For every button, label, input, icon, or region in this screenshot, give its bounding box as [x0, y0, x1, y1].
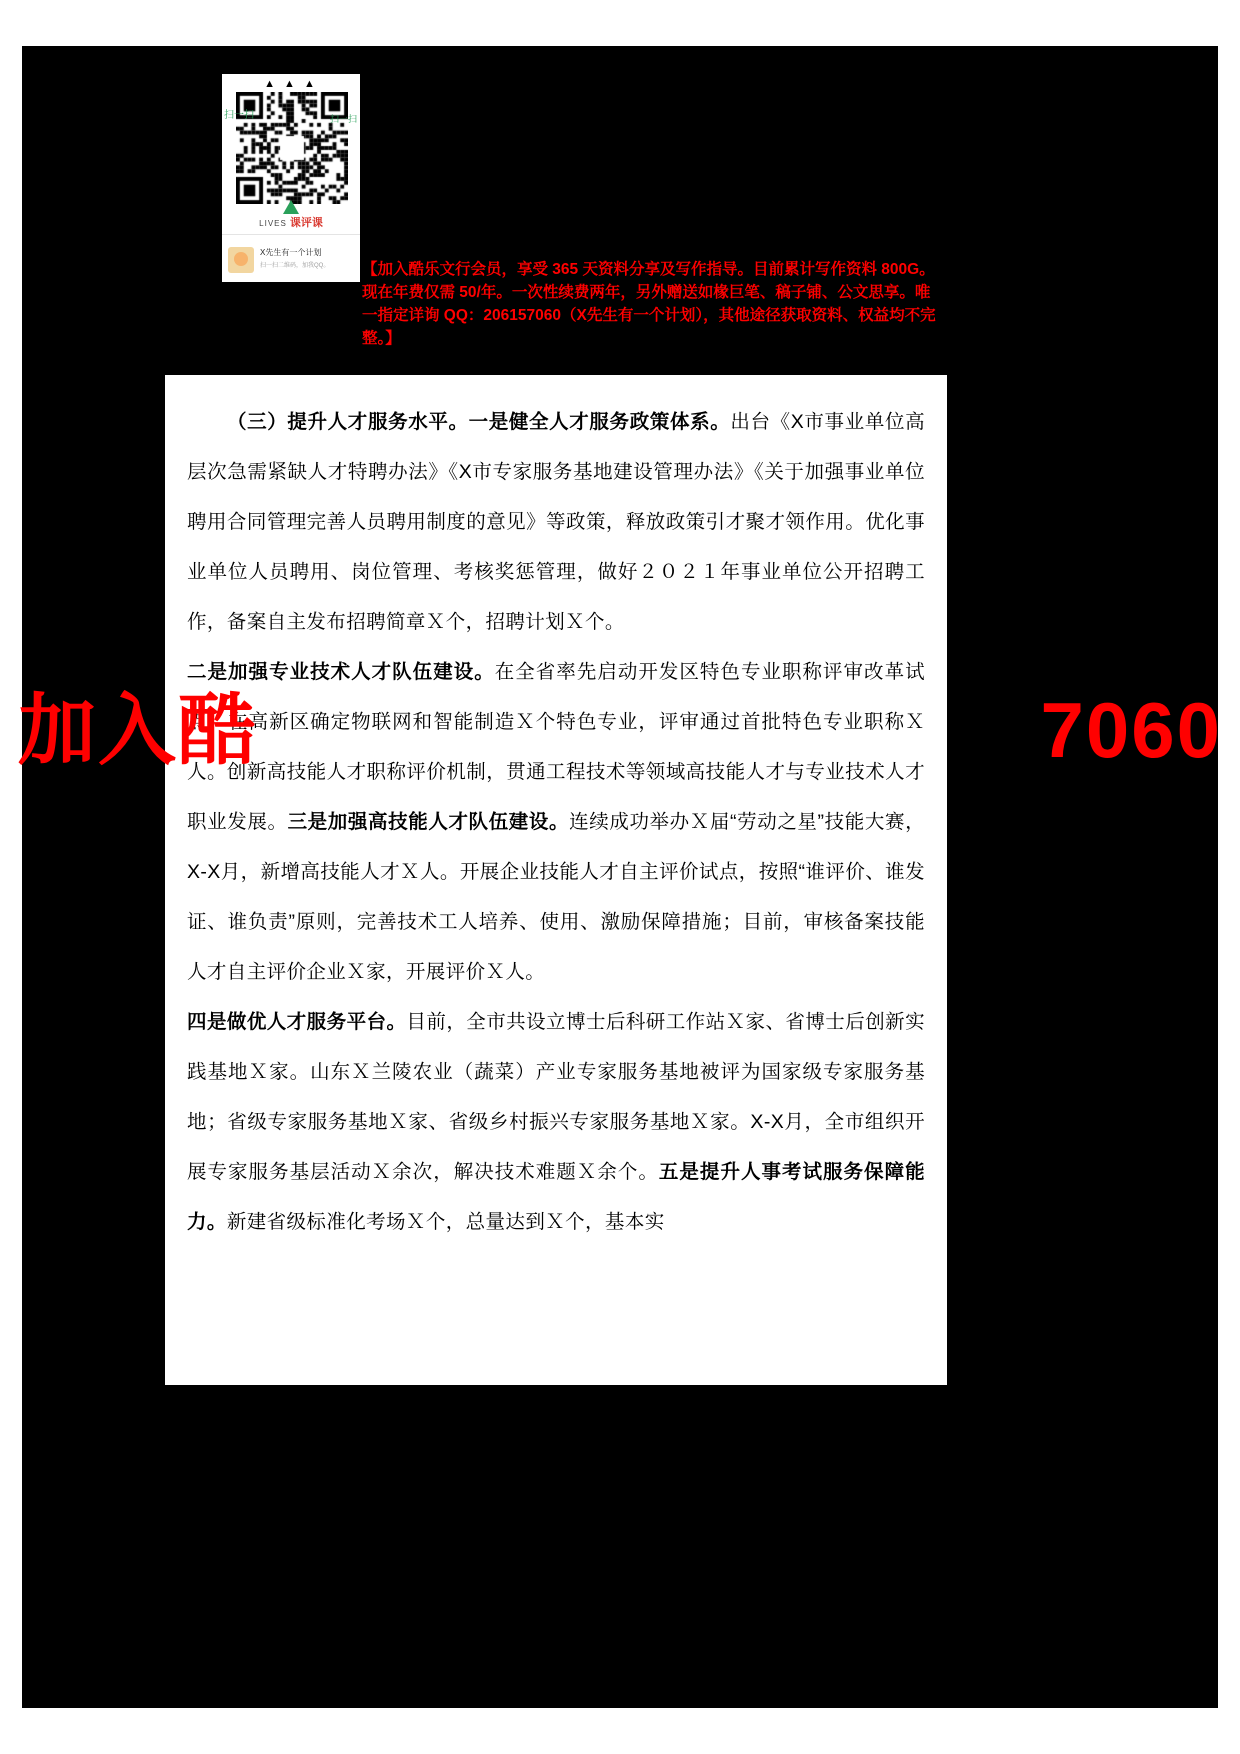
qr-code-image: [236, 92, 348, 204]
paragraph-heading-run: （三）提升人才服务水平。一是健全人才服务政策体系。: [227, 411, 731, 433]
qr-profile-name: X先生有一个计划: [260, 248, 322, 257]
paragraph-heading-run: 二是加强专业技术人才队伍建设。: [187, 661, 495, 683]
qr-brand-text: [222, 214, 360, 230]
watermark-left-text: 加入酷: [18, 686, 259, 774]
qr-top-icons: ▲ ▲ ▲: [264, 78, 318, 90]
qr-promo-card: [222, 74, 360, 282]
paragraph-text-run: 出台《X市事业单位高层次急需紧缺人才特聘办法》《X市专家服务基地建设管理办法》《关于加强事业单位聘用合同管理完善人员聘用制度的意见》等政策，释放政策引才聚才领作用。优化事业单位人员聘用、岗位管理、考核奖惩管理，做好２０２１年事业单位公开招聘工作，备案自主发布招聘简章Ｘ个，招聘计划Ｘ个。: [187, 411, 925, 633]
paragraph-heading-run: 三是加强高技能人才队伍建设。: [287, 811, 570, 833]
document-paragraph: [187, 397, 925, 647]
qr-left-label: 扫一扫: [224, 110, 254, 121]
qr-profile-text: [260, 247, 329, 272]
watermark-right-text: 7060: [1040, 686, 1222, 774]
document-paragraph: [187, 997, 925, 1247]
promo-text: 【加入酷乐文行会员，享受 365 天资料分享及写作指导。目前累计写作资料 800G。现在年费仅需 50/年。一次性续费两年，另外赠送如椽巨笔、稿子铺、公文思享。唯一指定详询 QQ：206157060（X先生有一个计划），其他途径获取资料、权益均不完整。】: [362, 261, 936, 347]
avatar: [228, 247, 254, 273]
document-sheet: [165, 375, 947, 1385]
qr-brand-en: LIVES: [259, 219, 287, 228]
paragraph-text-run: 目前，全市共设立博士后科研工作站Ｘ家、省博士后创新实践基地Ｘ家。山东Ｘ兰陵农业（蔬菜）产业专家服务基地被评为国家级专家服务基地；省级专家服务基地Ｘ家、省级乡村振兴专家服务基地Ｘ家。X-X月，全市组织开展专家服务基层活动Ｘ余次，解决技术难题Ｘ余个。: [187, 1011, 925, 1183]
qr-brand-cn: 课评课: [289, 217, 323, 229]
paragraph-text-run: 在全省率先启动开发区特色专业职称评审改革试点，在高新区确定物联网和智能制造Ｘ个特色专业，评审通过首批特色专业职称Ｘ人。创新高技能人才职称评价机制，贯通工程技术等领域高技能人才与专业技术人才职业发展。: [187, 661, 925, 833]
qr-right-label: 扫一扫: [329, 114, 357, 124]
paragraph-heading-run: 四是做优人才服务平台。: [187, 1011, 407, 1033]
document-body: [187, 397, 925, 1247]
qr-profile-row: [222, 234, 360, 280]
qr-profile-subtitle: 扫一扫二维码，加我QQ。: [260, 263, 330, 269]
paragraph-text-run: 新建省级标准化考场Ｘ个，总量达到Ｘ个，基本实: [226, 1211, 665, 1233]
paragraph-text-run: 连续成功举办Ｘ届“劳动之星”技能大赛，X-X月，新增高技能人才Ｘ人。开展企业技能人才自主评价试点，按照“谁评价、谁发证、谁负责”原则，完善技术工人培养、使用、激励保障措施；目前，审核备案技能人才自主评价企业Ｘ家，开展评价Ｘ人。: [187, 811, 925, 983]
document-paragraph: [187, 647, 925, 997]
paragraph-heading-run: 五是提升人事考试服务保障能力。: [187, 1161, 925, 1233]
